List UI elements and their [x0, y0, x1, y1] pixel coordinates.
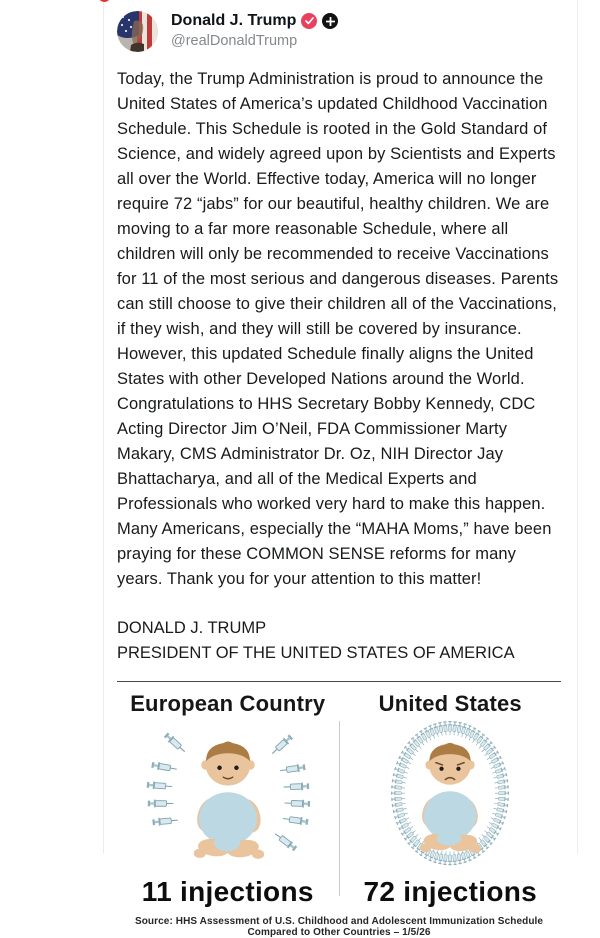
- post-card: [103, 0, 578, 854]
- author-block: [171, 11, 338, 49]
- source-caption: Source: HHS Assessment of U.S. Childhood and Adolescent Immunization Schedule Compared to Other Countries – 1/5/26: [117, 916, 561, 938]
- comparison-panels: [117, 682, 561, 908]
- verified-check-badge-icon: [301, 13, 317, 29]
- post-header: [117, 0, 561, 52]
- avatar[interactable]: [117, 11, 158, 52]
- injection-count-left: 11 injections: [117, 876, 339, 908]
- post-signature: [117, 616, 561, 666]
- panel-title-right: United States: [340, 691, 562, 717]
- panel-united-states: [340, 691, 562, 908]
- injection-count-right: 72 injections: [340, 876, 562, 908]
- signature-title: PRESIDENT OF THE UNITED STATES OF AMERICA: [117, 641, 561, 666]
- panel-title-left: European Country: [117, 691, 339, 717]
- baby-calm: [193, 741, 264, 859]
- plus-badge-icon[interactable]: [322, 13, 338, 29]
- clipped-red-icon: [96, 0, 112, 7]
- flag-face-avatar-icon: [117, 11, 158, 52]
- author-name[interactable]: Donald J. Trump: [171, 12, 296, 30]
- post-body-text: Today, the Trump Administration is proud to announce the United States of America’s updated Childhood Vaccination Schedule. This Schedule is rooted in the Gold Standard of Science, and widely agreed upon by Scientists and Experts all over the World. Effective today, America will no longer require 72 “jabs” for our beautiful, healthy children. We are moving to a far more reasonable Schedule, where all children will only be recommended to receive Vaccinations for 11 of the most serious and dangerous diseases. Parents can still choose to give their children all of the Vaccinations, if they wish, and they will still be covered by insurance. However, this updated Schedule finally aligns the United States with other Developed Nations around the World. Congratulations to HHS Secretary Bobby Kennedy, CDC Acting Director Jim O’Neil, FDA Commissioner Marty Makary, CMS Administrator Dr. Oz, NIH Director Jay Bhattacharya, and all of the Medical Experts and Professionals who worked very hard to make this happen. Many Americans, especially the “MAHA Moms,” have been praying for these COMMON SENSE reforms for many years. Thank you for your attention to this matter!: [117, 67, 563, 592]
- sad-baby-with-syringe-ring-illustration: [345, 718, 555, 873]
- author-handle[interactable]: @realDonaldTrump: [171, 33, 338, 49]
- signature-name: DONALD J. TRUMP: [117, 616, 561, 641]
- panel-european-country: [117, 691, 339, 908]
- baby-sad: [419, 743, 481, 853]
- calm-baby-with-syringes-illustration: [123, 718, 333, 873]
- attached-media-image[interactable]: [117, 681, 561, 938]
